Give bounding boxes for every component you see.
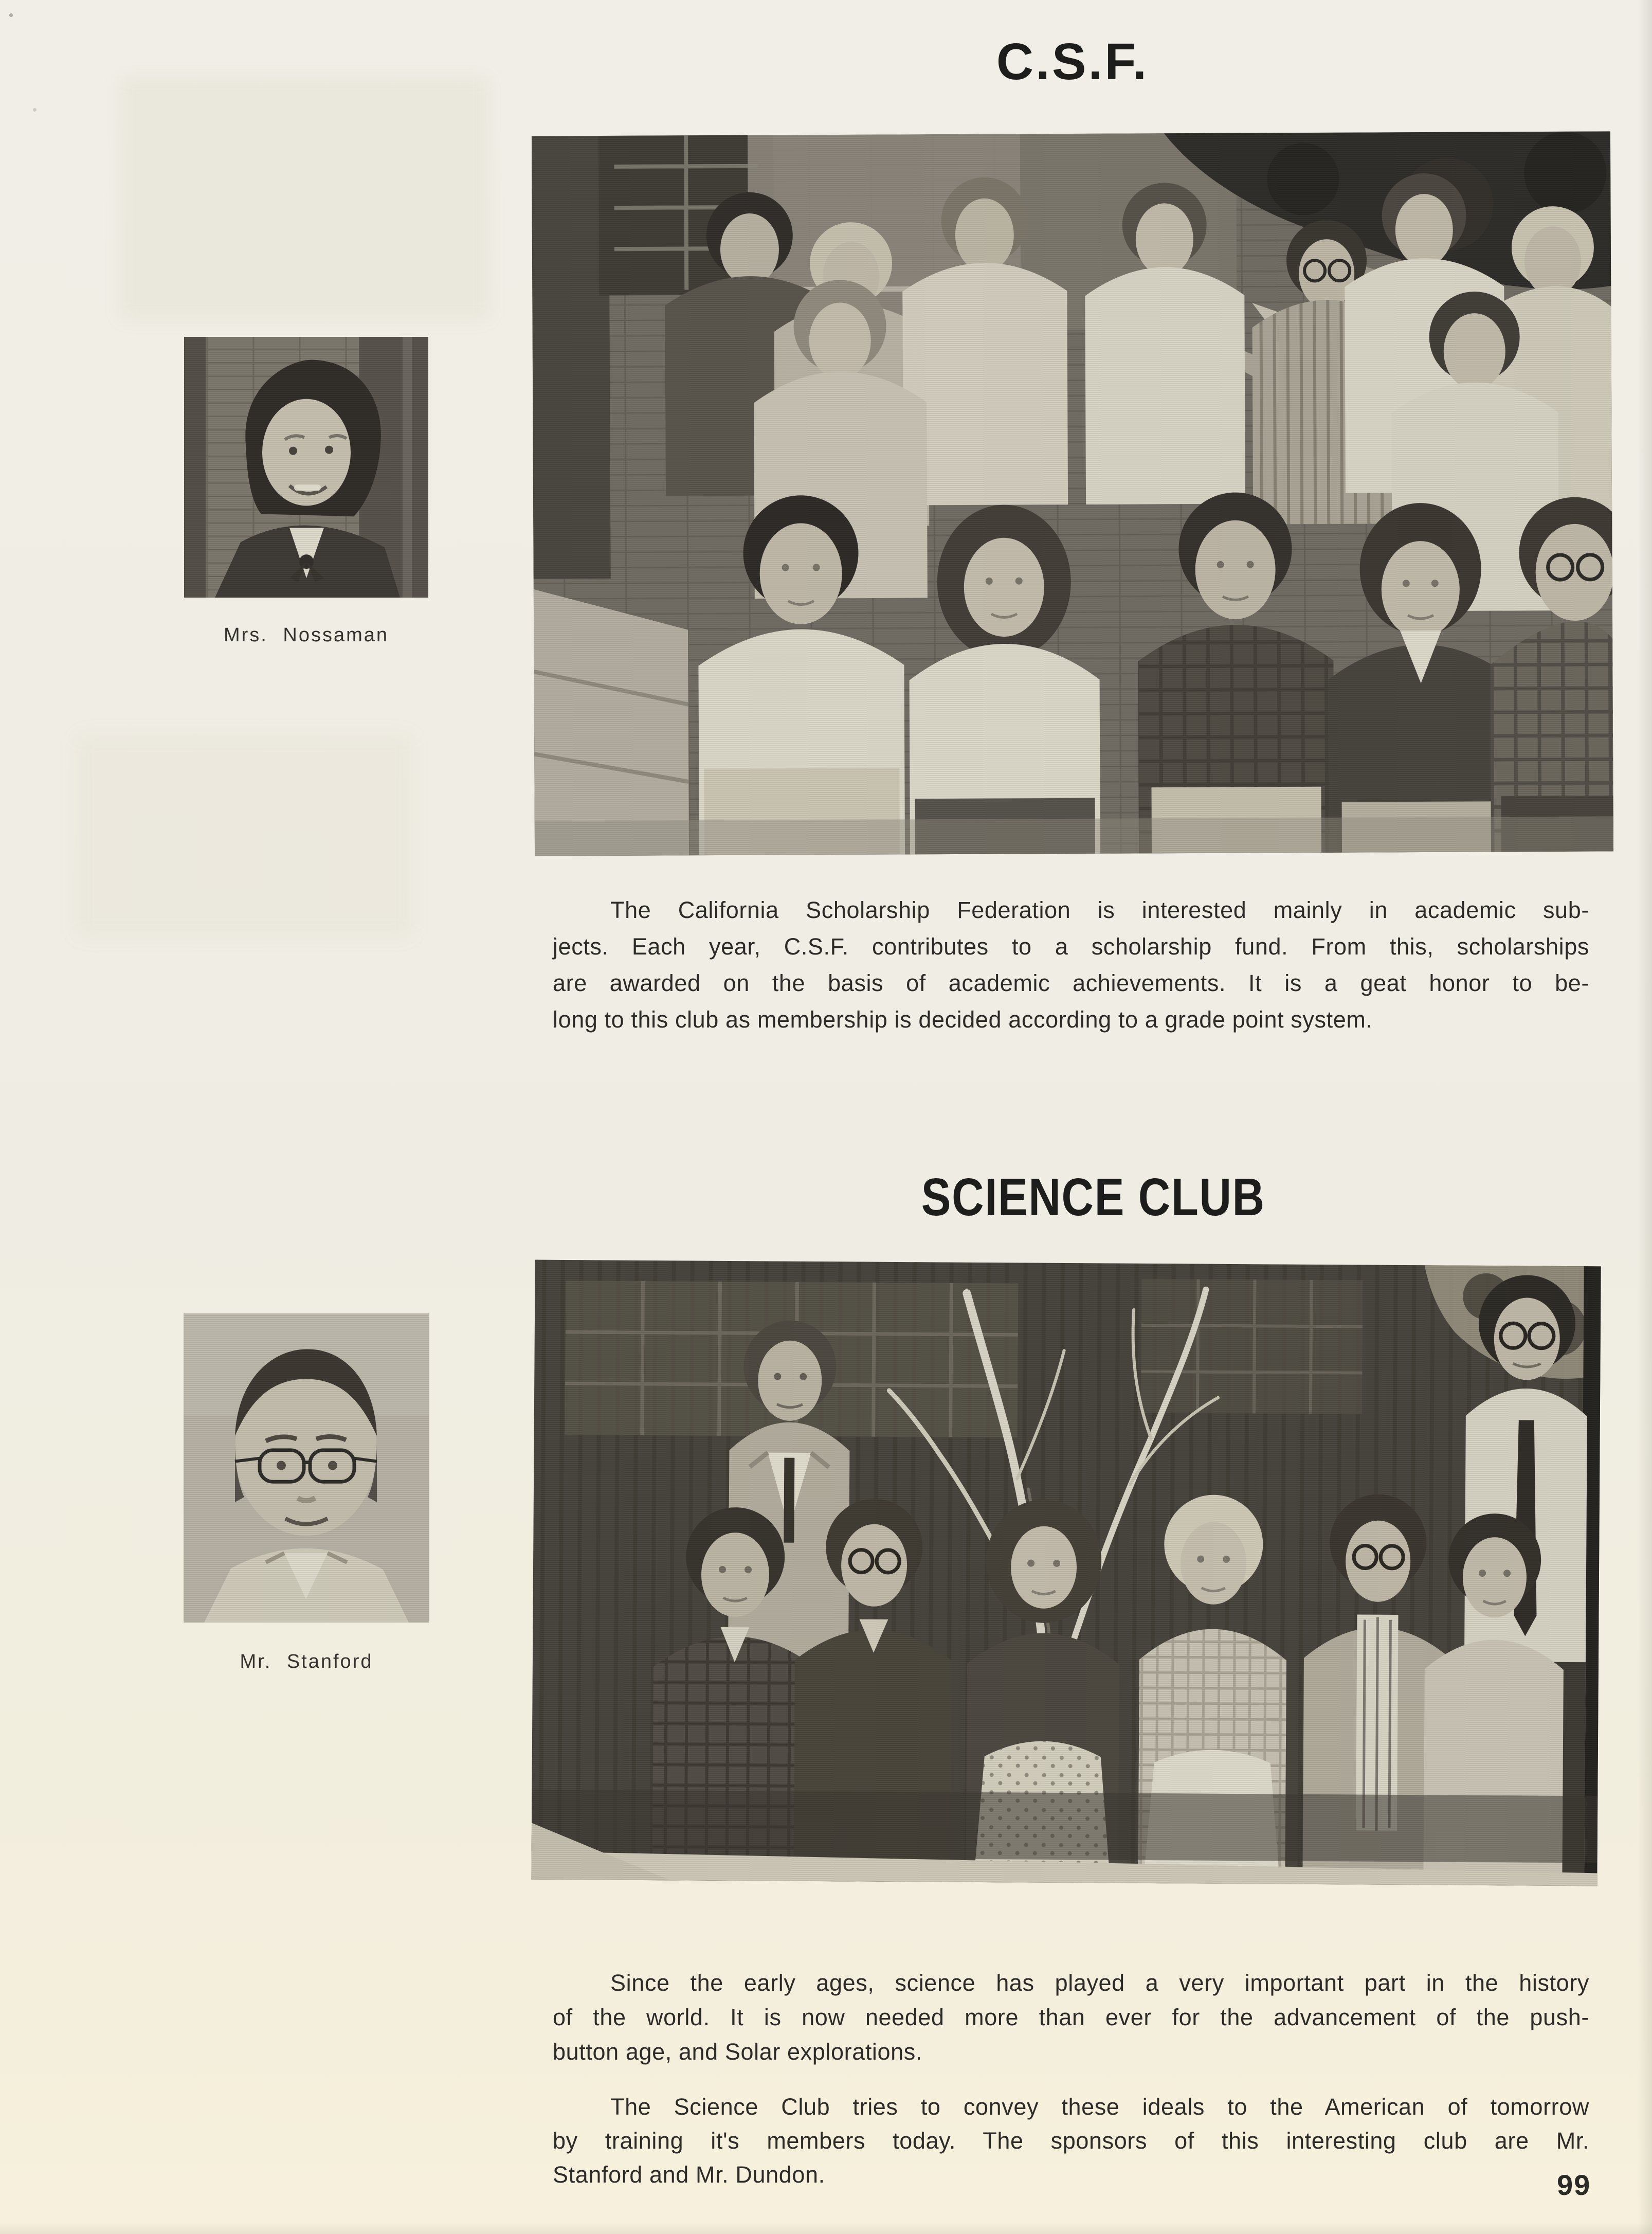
science-club-group-photo [531,1260,1601,1886]
page-number: 99 [1557,2169,1591,2201]
nossaman-portrait-photo [184,337,428,598]
paragraph-line: button age, and Solar explorations. [553,2039,922,2065]
science-club-photo-illustration [531,1260,1601,1886]
scan-edge-shadow [1638,0,1652,2234]
csf-heading: C.S.F. [996,33,1149,91]
science-club-heading-text: SCIENCE CLUB [921,1167,1266,1227]
dust-speck [9,13,13,17]
csf-paragraph [553,892,1589,1038]
paragraph-line: are awarded on the basis of academic achievements. It is a geat honor to be- [553,970,1589,996]
csf-group-photo-illustration [532,131,1613,856]
science-club-heading [560,1167,1626,1227]
nossaman-portrait-illustration [184,337,428,598]
page-bleedthrough-ghost [121,77,488,319]
paragraph-line: The California Scholarship Federation is interested mainly in academic sub- [610,897,1589,923]
paragraph-line: jects. Each year, C.S.F. contributes to a scholarship fund. From this, scholarships [553,933,1589,960]
science-paragraph-1 [553,1966,1589,2069]
paragraph-line: Since the early ages, science has played a very important part in the history [610,1970,1589,1996]
stanford-caption: Mr. Stanford [240,1651,373,1672]
paragraph-line: by training it's members today. The sponsors of this interesting club are Mr. [553,2128,1589,2154]
science-paragraph-2 [553,2090,1589,2192]
paragraph-line: long to this club as membership is decided according to a grade point system. [553,1006,1373,1033]
scan-edge-shadow [0,2223,1652,2234]
planter-ledge [531,1790,1597,1886]
page-bleedthrough-ghost [77,735,411,936]
dust-speck [33,108,37,112]
paragraph-line: The Science Club tries to convey these ideals to the American of tomorrow [610,2094,1589,2120]
stanford-portrait-photo [184,1313,429,1623]
nossaman-caption: Mrs. Nossaman [223,624,389,646]
stanford-portrait-illustration [184,1313,429,1623]
paragraph-line: Stanford and Mr. Dundon. [553,2161,825,2188]
paragraph-line: of the world. It is now needed more than ever for the advancement of the push- [553,2004,1589,2030]
csf-group-photo [532,131,1613,856]
